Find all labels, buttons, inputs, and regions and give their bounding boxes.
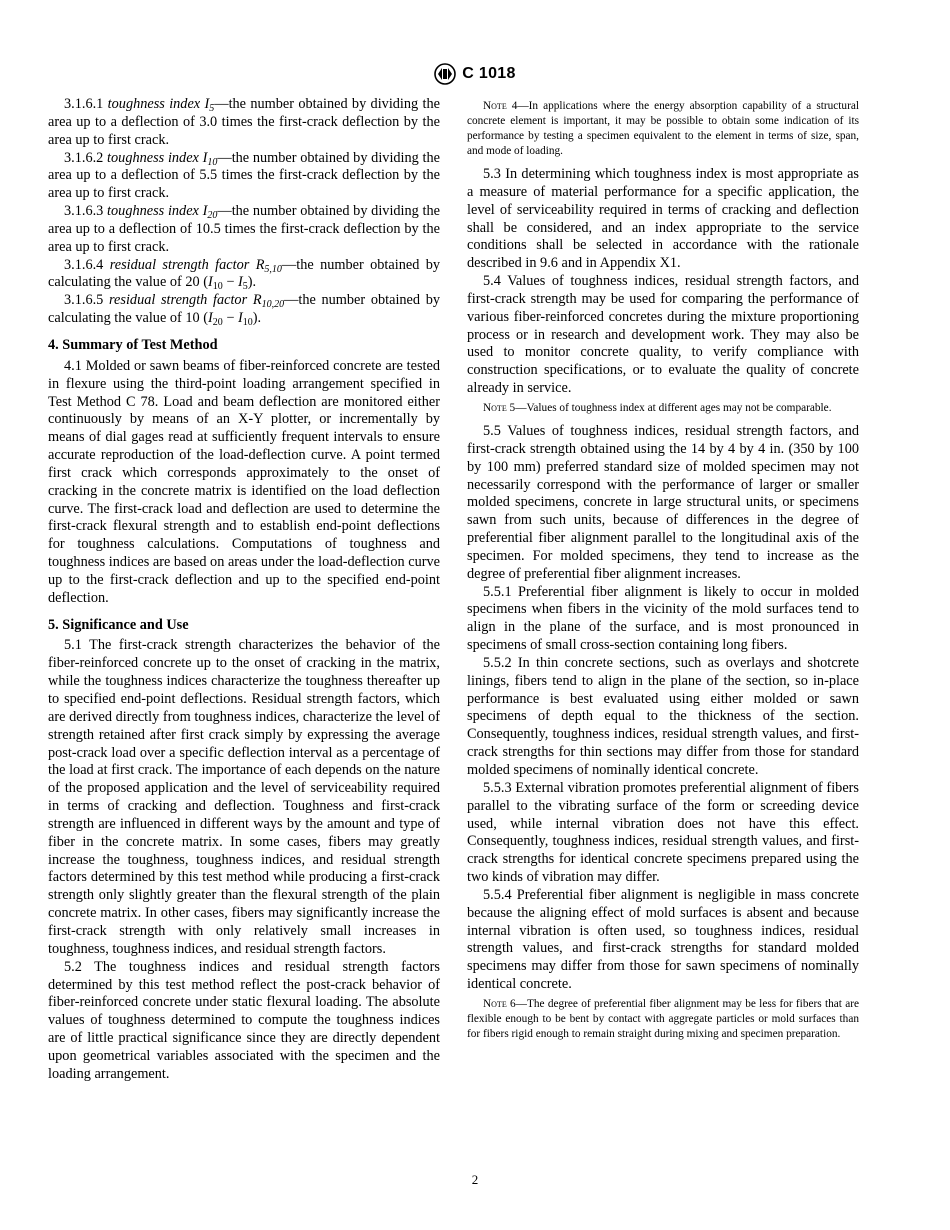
paragraph-5-5-1: 5.5.1 Preferential fiber alignment is likely to occur in molded specimens when fibers in the vicinity of the mold surfaces tend to align in the plane of the surface, and is most pronounced in specimens of small cross-section containing long fibers. — [467, 583, 859, 654]
page-number: 2 — [471, 1172, 479, 1187]
definition-3-1-6-1: 3.1.6.1 toughness index $I_5—the$ number obtained by dividing the area up to a deflection of 3.0 times the first-crack deflection by the area up to first crack. — [48, 96, 441, 148]
paragraph-5-2: 5.2 The toughness indices and residual strength factors determined by this test method reflect the post-crack behavior of fiber-reinforced concrete under static flexural loading. The absolute values of toughness determined to compute the toughness indices are of little practical significance since they are directly dependent upon geometrical variables associated with the specimen and the loading arrangement. — [48, 958, 440, 1082]
paragraph-5-5-4: 5.5.4 Preferential fiber alignment is negligible in mass concrete because the aligning effect of mold surfaces is absent and because internal vibration is often used, so toughness indices, residual strength values, and first-crack strengths for standard molded specimens may differ from those for sawn specimens of nominally identical concrete. — [467, 886, 859, 993]
section-5-heading: 5. Significance and Use — [48, 616, 189, 633]
note-6: Note 6—The degree of preferential fiber alignment may be less for fibers that are flexible enough to be bent by contact with aggregate particles or mold surfaces than for fibers rigid enough to remain straight during mixing and specimen preparation. — [467, 997, 859, 1040]
paragraph-5-5-2: 5.5.2 In thin concrete sections, such as overlays and shotcrete linings, fibers tend to align in the plane of the section, so in-place performance is best evaluated using either molded or sawn specimens of depth equal to the thickness of the section. Consequently, toughness indices, residual strength values, and first-crack strengths for thin sections may differ from those for standard molded specimens of nominally identical concrete. — [467, 654, 859, 778]
paragraph-5-4: 5.4 Values of toughness indices, residual strength factors, and first-crack strength may be used for comparing the performance of various fiber-reinforced concretes during the mixture proportioning process or in research and development work. They may also be used to monitor concrete quality, to verify compliance with construction specifications, or to evaluate the quality of concrete already in service. — [467, 273, 859, 397]
paragraph-5-1: 5.1 The first-crack strength characterizes the behavior of the fiber-reinforced concrete up to the onset of cracking in the matrix, while the toughness indices characterize the toughness thereafter up to specified end-point deflections. Residual strength factors, which are derived directly from toughness indices, characterize the level of strength retained after first crack simply by expressing the average post-crack load over a specific deflection interval as a percentage of the load at first crack. The importance of each depends on the nature of the proposed application and the level of serviceability required in terms of cracking and deflection. Toughness and first-crack strength are influenced in different ways by the amount and type of fiber in the concrete matrix. In some cases, fibers may greatly increase the toughness, toughness indices, and residual strength factors determined by this test method while producing a first-crack strength only slightly greater than the flexural strength of the plain concrete matrix. In other cases, fibers may significantly increase the first-crack strength with only relatively small increases in toughness, toughness indices, and residual strength factors. — [48, 637, 440, 957]
note-5: Note 5—Values of toughness index at different ages may not be comparable. — [483, 401, 832, 414]
definition-3-1-6-2: 3.1.6.2 toughness index $I_{10}—the$ number obtained by dividing the area up to a deflection of 5.5 times the first-crack deflection by the area up to first crack. — [48, 149, 441, 202]
definition-3-1-6-5: 3.1.6.5 residual strength factor $R_{10,20}—the$ number obtained by calculating the value of 10 $(I_{20} - I_{10})$. — [48, 292, 441, 329]
right-column — [467, 96, 859, 1049]
paragraph-5-3: 5.3 In determining which toughness index is most appropriate as a measure of material performance for a specific application, the level of serviceability required in terms of cracking and deflection shall be considered, and an index appropriate to the service conditions shall be selected in accordance with the rationale described in 9.6 and in Appendix X1. — [467, 166, 859, 272]
page-header — [0, 62, 950, 86]
paragraph-5-5: 5.5 Values of toughness indices, residual strength factors, and first-crack strength obtained using the 14 by 4 by 4 in. (350 by 100 by 100 mm) preferred standard size of molded specimen may not necessarily correspond with the performance of larger or smaller molded specimens, concrete in large structural units, or specimens sawn from such units, because of differences in the degree of preferential fiber alignment parallel to the longitudinal axis of the specimen. For molded specimens, they tend to increase as the degree of preferential fiber alignment increases. — [467, 422, 859, 582]
paragraph-5-5-3: 5.5.3 External vibration promotes preferential alignment of fibers parallel to the vibrating surface of the form or screeding device used, while internal vibration does not have this effect. Consequently, toughness indices, residual strength values, and first-crack strengths for identical concrete specimens prepared using the two kinds of vibration may differ. — [467, 779, 859, 886]
astm-logo-icon — [434, 63, 456, 85]
note-4: Note 4—In applications where the energy absorption capability of a structural concrete element is important, it may be possible to obtain some indication of its performance by testing a specimen equivalent to the element in terms of size, span, and mode of loading. — [467, 100, 859, 157]
paragraph-4-1: 4.1 Molded or sawn beams of fiber-reinforced concrete are tested in flexure using the third-point loading arrangement specified in Test Method C 78. Load and beam deflection are monitored either continuously by means of an X-Y plotter, or incrementally by means of dial gages read at sufficiently frequent intervals to ensure accurate reproduction of the load-deflection curve. A point termed first crack which corresponds approximately to the onset of cracking in the concrete matrix is identified on the load deflection curve. The first-crack load and deflection are used to determine the first-crack flexural strength and to establish end-point deflections for toughness calculations. Computations of toughness and toughness indices are based on areas under the load-deflection curve up to the first-crack deflection and up to the specified end-point deflection. — [48, 357, 440, 606]
definition-3-1-6-4: 3.1.6.4 residual strength factor $R_{5,10}—the$ number obtained by calculating the value of 20 $(I_{10} - I_5)$. — [48, 256, 441, 293]
definition-3-1-6-3: 3.1.6.3 toughness index $I_{20}—the$ number obtained by dividing the area up to a deflection of 10.5 times the first-crack deflection by the area up to first crack. — [48, 203, 441, 255]
standard-designation: C 1018 — [462, 65, 516, 82]
section-4-heading: 4. Summary of Test Method — [48, 336, 218, 353]
left-column — [48, 96, 440, 1084]
